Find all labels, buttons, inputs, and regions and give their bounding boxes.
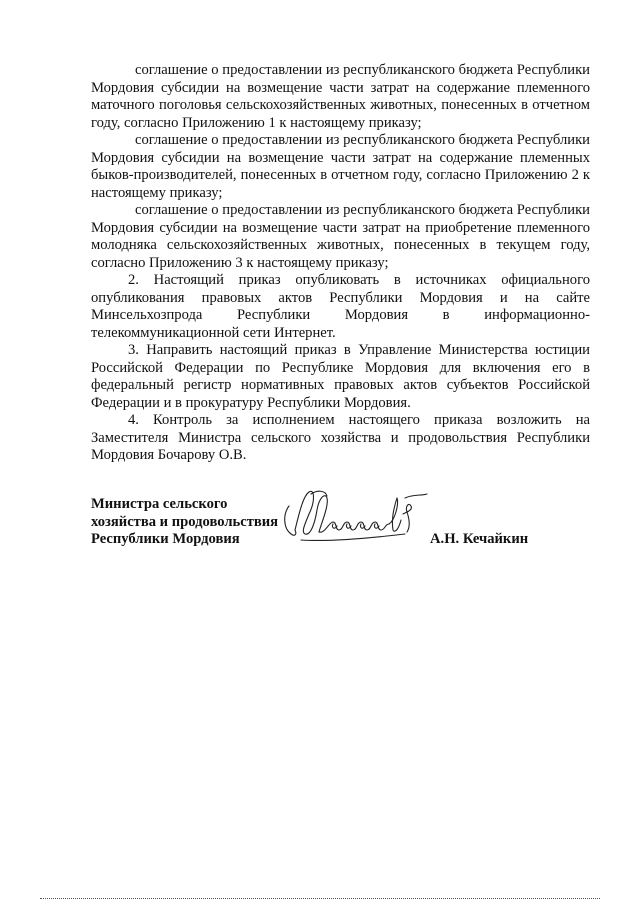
page-bottom-dotted-line [40,898,600,899]
signatory-title-line: хозяйства и продовольствия [91,513,279,530]
signatory-name: А.Н. Кечайкин [430,531,529,547]
signatory-title-line: Республики Мордовия [91,531,240,547]
paragraph-item-3: 3. Направить настоящий приказ в Управление Министерства юстиции Российской Федерации по Республике Мордовия для включения его в федеральный регистр нормативных правовых актов субъектов Российской Федерации и в прокуратуру Республики Мордовия. [91,342,590,411]
paragraph-item-2: 2. Настоящий приказ опубликовать в источниках официального опубликования правовых актов Республики Мордовия и на сайте Минсельхозпрода Республики Мордовия в информационно-телекоммуникационной сети Интернет. [91,272,590,341]
paragraph-agreement-3: соглашение о предоставлении из республиканского бюджета Республики Мордовия субсидии на возмещение части затрат на приобретение племенного молодняка сельскохозяйственных животных, понесенных в текущем году, согласно Приложению 3 к настоящему приказу; [91,202,590,271]
paragraph-agreement-1: соглашение о предоставлении из республиканского бюджета Республики Мордовия субсидии на возмещение части затрат на содержание племенного маточного поголовья сельскохозяйственных животных, понесенных в отчетном году, согласно Приложению 1 к настоящему приказу; [91,62,590,131]
signatory-title [91,496,278,549]
signature-block [91,496,590,556]
paragraph-item-4: 4. Контроль за исполнением настоящего приказа возложить на Заместителя Министра сельского хозяйства и продовольствия Республики Мордовия Бочарову О.В. [91,412,590,463]
handwritten-signature [281,484,431,546]
document-body [91,62,590,465]
paragraph-agreement-2: соглашение о предоставлении из республиканского бюджета Республики Мордовия субсидии на возмещение части затрат на содержание племенных быков-производителей, понесенных в отчетном году, согласно Приложению 2 к настоящему приказу; [91,132,590,201]
signatory-title-line: Министра сельского [91,496,228,512]
